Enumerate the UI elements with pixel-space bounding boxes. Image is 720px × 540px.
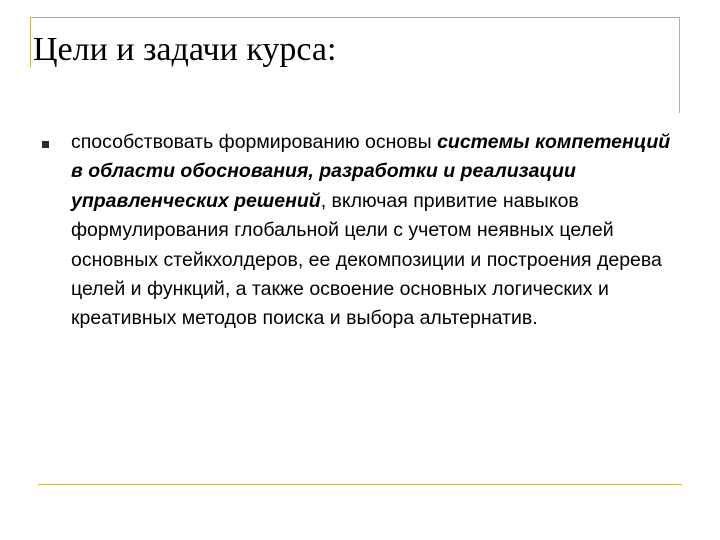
bottom-rule (38, 484, 682, 485)
square-bullet-icon (42, 141, 49, 148)
bullet-list (42, 128, 682, 334)
bullet-text-lead: способствовать формированию основы (71, 131, 438, 153)
bullet-text-rest: , включая привитие навыков формулирования глобальной цели с учетом неявных целей основных стейкхолдеров, ее декомпозиции и построения дерева целей и функций, а также освоение основных логических и креативных методов поиска и выбора альтернатив. (71, 189, 662, 330)
bullet-text (71, 128, 686, 334)
frame-top-rule (30, 17, 680, 18)
bullet-item (42, 128, 682, 334)
frame-left-rule (30, 17, 31, 67)
bullet-text-emphasis: системы компетенций в области обоснования, разработки и реализации управленческих решений (71, 131, 671, 212)
frame-right-rule (679, 17, 680, 113)
slide-title: Цели и задачи курса: (33, 31, 337, 68)
